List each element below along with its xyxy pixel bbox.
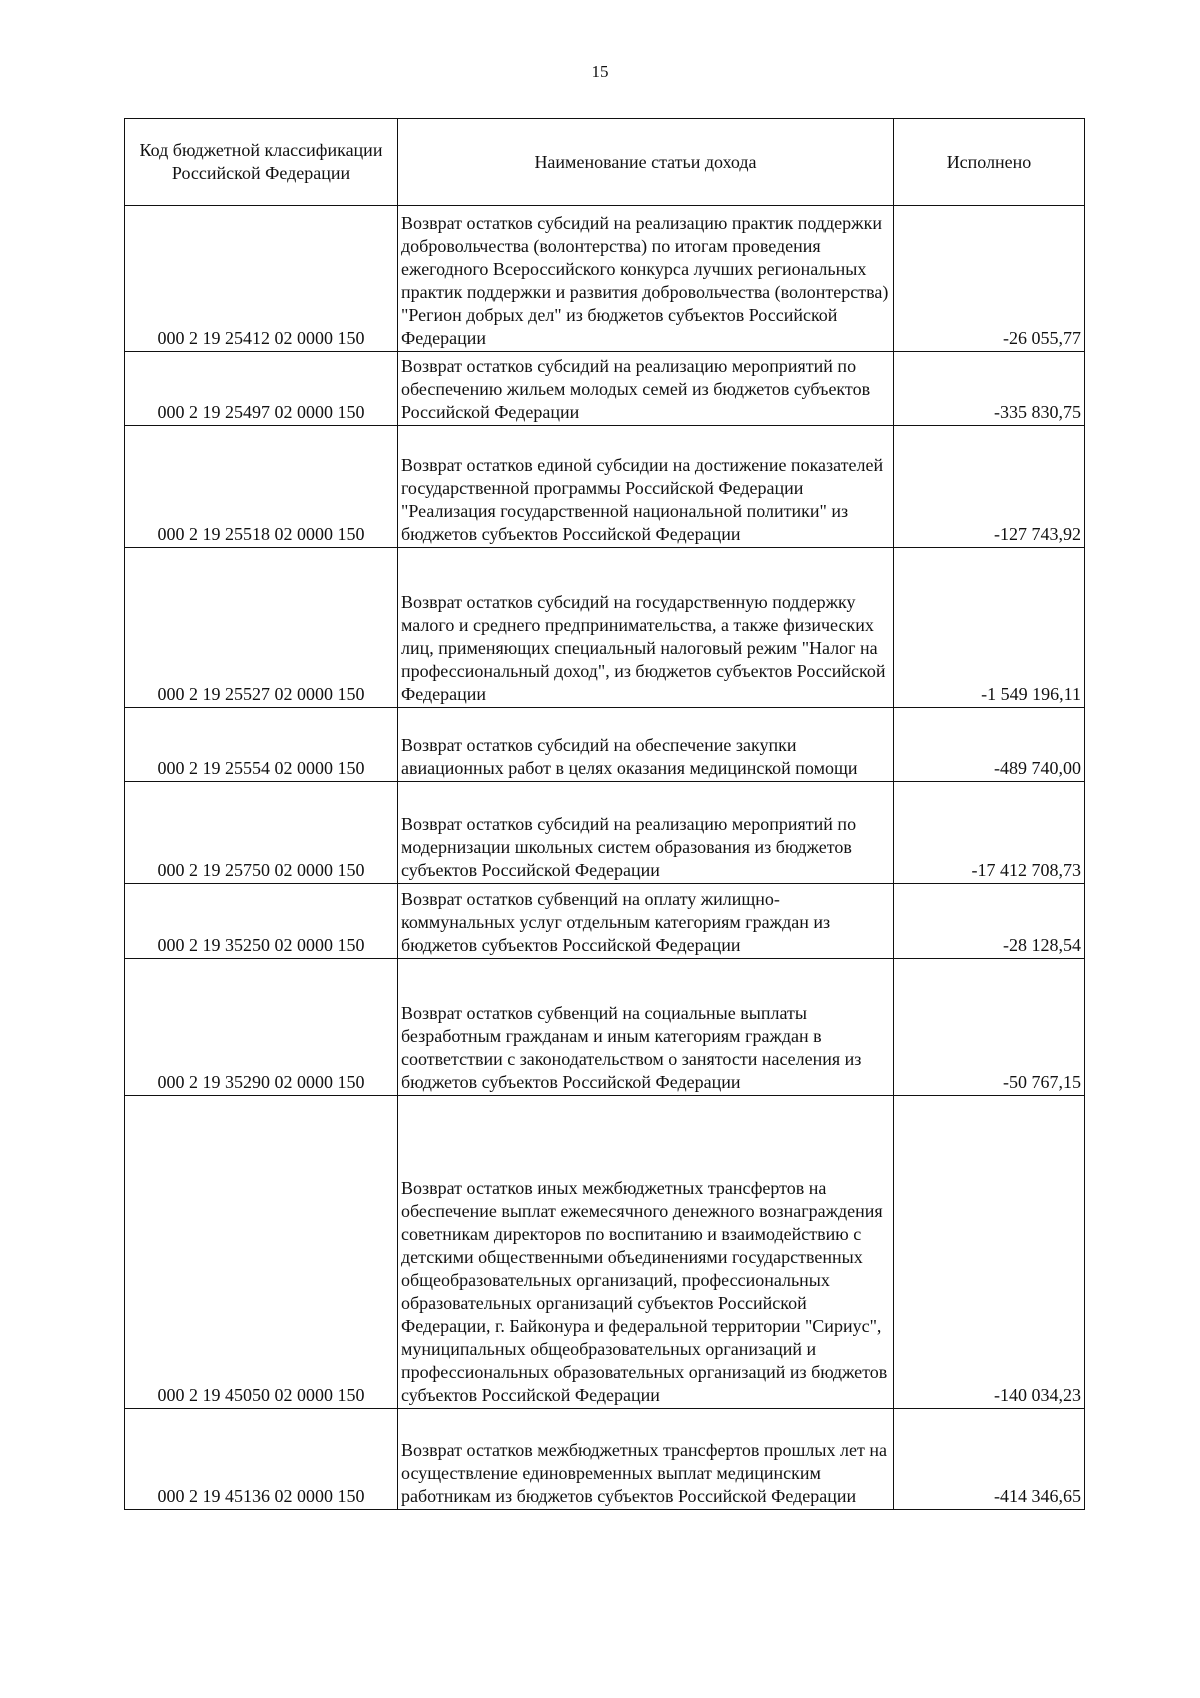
row-code: 000 2 19 45050 02 0000 150 [125, 1096, 398, 1409]
table-row [125, 959, 1085, 1096]
header-code: Код бюджетной классификации Российской Федерации [125, 119, 398, 206]
row-code: 000 2 19 25518 02 0000 150 [125, 426, 398, 548]
revenue-table [124, 118, 1085, 1510]
row-name: Возврат остатков субсидий на реализацию мероприятий по обеспечению жильем молодых семей из бюджетов субъектов Российской Федерации [398, 352, 894, 426]
row-code: 000 2 19 35290 02 0000 150 [125, 959, 398, 1096]
row-amount: -335 830,75 [894, 352, 1085, 426]
row-name: Возврат остатков субвенций на социальные выплаты безработным гражданам и иным категориям граждан в соответствии с законодательством о занятости населения из бюджетов субъектов Российской Федерации [398, 959, 894, 1096]
row-name: Возврат остатков субсидий на обеспечение закупки авиационных работ в целях оказания медицинской помощи [398, 708, 894, 782]
row-name: Возврат остатков субсидий на реализацию практик поддержки добровольчества (волонтерства) по итогам проведения ежегодного Всероссийского конкурса лучших региональных практик поддержки и развития добровольчества (волонтерства) "Регион добрых дел" из бюджетов субъектов Российской Федерации [398, 206, 894, 352]
row-name: Возврат остатков иных межбюджетных трансфертов на обеспечение выплат ежемесячного денежного вознаграждения советникам директоров по воспитанию и взаимодействию с детскими общественными объединениями государственных общеобразовательных организаций, профессиональных образовательных организаций субъектов Российской Федерации, г. Байконура и федеральной территории "Сириус", муниципальных общеобразовательных организаций и профессиональных образовательных организаций из бюджетов субъектов Российской Федерации [398, 1096, 894, 1409]
table-row [125, 884, 1085, 959]
table-row [125, 548, 1085, 708]
page-number: 15 [591, 62, 609, 81]
row-amount: -127 743,92 [894, 426, 1085, 548]
row-code: 000 2 19 25527 02 0000 150 [125, 548, 398, 708]
header-executed: Исполнено [894, 119, 1085, 206]
row-amount: -28 128,54 [894, 884, 1085, 959]
header-name: Наименование статьи дохода [398, 119, 894, 206]
row-amount: -489 740,00 [894, 708, 1085, 782]
row-amount: -26 055,77 [894, 206, 1085, 352]
table-row [125, 1409, 1085, 1510]
row-name: Возврат остатков субвенций на оплату жилищно-коммунальных услуг отдельным категориям граждан из бюджетов субъектов Российской Федерации [398, 884, 894, 959]
row-code: 000 2 19 35250 02 0000 150 [125, 884, 398, 959]
row-amount: -414 346,65 [894, 1409, 1085, 1510]
table-row [125, 352, 1085, 426]
row-code: 000 2 19 25412 02 0000 150 [125, 206, 398, 352]
row-amount: -1 549 196,11 [894, 548, 1085, 708]
table-row [125, 708, 1085, 782]
row-code: 000 2 19 25750 02 0000 150 [125, 782, 398, 884]
row-code: 000 2 19 25497 02 0000 150 [125, 352, 398, 426]
row-name: Возврат остатков межбюджетных трансфертов прошлых лет на осуществление единовременных выплат медицинским работникам из бюджетов субъектов Российской Федерации [398, 1409, 894, 1510]
table-row [125, 426, 1085, 548]
row-name: Возврат остатков субсидий на государственную поддержку малого и среднего предпринимательства, а также физических лиц, применяющих специальный налоговый режим "Налог на профессиональный доход", из бюджетов субъектов Российской Федерации [398, 548, 894, 708]
row-code: 000 2 19 45136 02 0000 150 [125, 1409, 398, 1510]
table-row [125, 782, 1085, 884]
row-amount: -50 767,15 [894, 959, 1085, 1096]
row-amount: -17 412 708,73 [894, 782, 1085, 884]
table-header-row [125, 119, 1085, 206]
row-name: Возврат остатков единой субсидии на достижение показателей государственной программы Российской Федерации "Реализация государственной национальной политики" из бюджетов субъектов Российской Федерации [398, 426, 894, 548]
row-name: Возврат остатков субсидий на реализацию мероприятий по модернизации школьных систем образования из бюджетов субъектов Российской Федерации [398, 782, 894, 884]
row-amount: -140 034,23 [894, 1096, 1085, 1409]
table-row [125, 206, 1085, 352]
row-code: 000 2 19 25554 02 0000 150 [125, 708, 398, 782]
table-row [125, 1096, 1085, 1409]
